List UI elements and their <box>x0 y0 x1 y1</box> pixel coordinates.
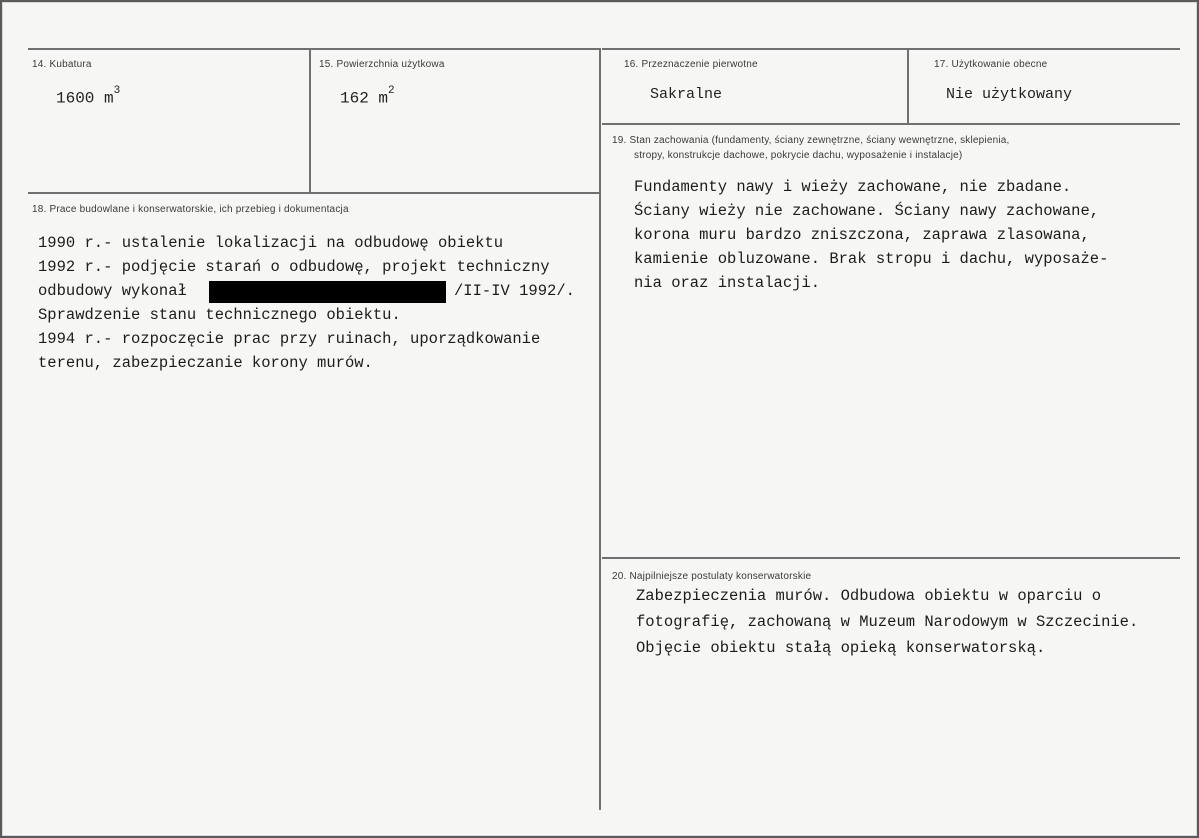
field-20-label: 20. Najpilniejsze postulaty konserwatorskie <box>612 571 812 582</box>
field-17-label: 17. Użytkowanie obecne <box>934 59 1048 70</box>
rule-center <box>599 48 601 810</box>
field-19-line-2: Ściany wieży nie zachowane. Ściany nawy zachowane, <box>634 202 1100 220</box>
powierzchnia-value: 162 m <box>340 89 389 108</box>
field-18-line-3-end: /II-IV 1992/. <box>454 282 575 300</box>
field-17-value: Nie użytkowany <box>946 86 1073 103</box>
rule-top-right <box>602 48 1180 50</box>
field-19-line-1: Fundamenty nawy i wieży zachowane, nie zbadane. <box>634 178 1072 196</box>
redaction-bar <box>209 281 446 303</box>
field-15-value <box>340 85 395 108</box>
record-card <box>2 2 1197 836</box>
field-18-line-4: Sprawdzenie stanu technicznego obiektu. <box>38 306 401 324</box>
rule-above-20 <box>602 557 1180 559</box>
field-18-line-3: odbudowy wykonał <box>38 282 187 300</box>
field-18-line-1: 1990 r.- ustalenie lokalizacji na odbudowę obiektu <box>38 234 504 252</box>
rule-top-left <box>28 48 601 50</box>
kubatura-unit-exponent: 3 <box>113 85 121 97</box>
field-18-label: 18. Prace budowlane i konserwatorskie, ich przebieg i dokumentacja <box>32 204 349 215</box>
rule-divider-16-17 <box>907 48 909 124</box>
field-16-value: Sakralne <box>650 86 723 103</box>
field-14-value <box>56 85 121 108</box>
field-19-line-5: nia oraz instalacji. <box>634 274 821 292</box>
field-18-line-6: terenu, zabezpieczanie korony murów. <box>38 354 373 372</box>
rule-below-16-17 <box>602 123 1180 125</box>
field-16-label: 16. Przeznaczenie pierwotne <box>624 59 758 70</box>
field-20-line-2: fotografię, zachowaną w Muzeum Narodowym w Szczecinie. <box>636 613 1139 631</box>
rule-below-14-15 <box>28 192 599 194</box>
field-20-line-3: Objęcie obiektu stałą opieką konserwatorską. <box>636 639 1046 657</box>
powierzchnia-unit-exponent: 2 <box>388 85 395 97</box>
field-19-line-3: korona muru bardzo zniszczona, zaprawa zlasowana, <box>634 226 1090 244</box>
rule-divider-14-15 <box>309 48 311 193</box>
field-18-line-5: 1994 r.- rozpoczęcie prac przy ruinach, uporządkowanie <box>38 330 541 348</box>
field-15-label: 15. Powierzchnia użytkowa <box>319 59 445 70</box>
kubatura-value: 1600 m <box>56 89 114 108</box>
field-19-line-4: kamienie obluzowane. Brak stropu i dachu, wyposaże- <box>634 250 1109 268</box>
field-14-label: 14. Kubatura <box>32 59 92 70</box>
field-18-line-2: 1992 r.- podjęcie starań o odbudowę, projekt techniczny <box>38 258 550 276</box>
field-19-label-line-1: 19. Stan zachowania (fundamenty, ściany zewnętrzne, ściany wewnętrzne, sklepienia, <box>612 135 1010 146</box>
field-20-line-1: Zabezpieczenia murów. Odbudowa obiektu w oparciu o <box>636 587 1102 605</box>
field-19-label-line-2: stropy, konstrukcje dachowe, pokrycie dachu, wyposażenie i instalacje) <box>634 150 963 161</box>
